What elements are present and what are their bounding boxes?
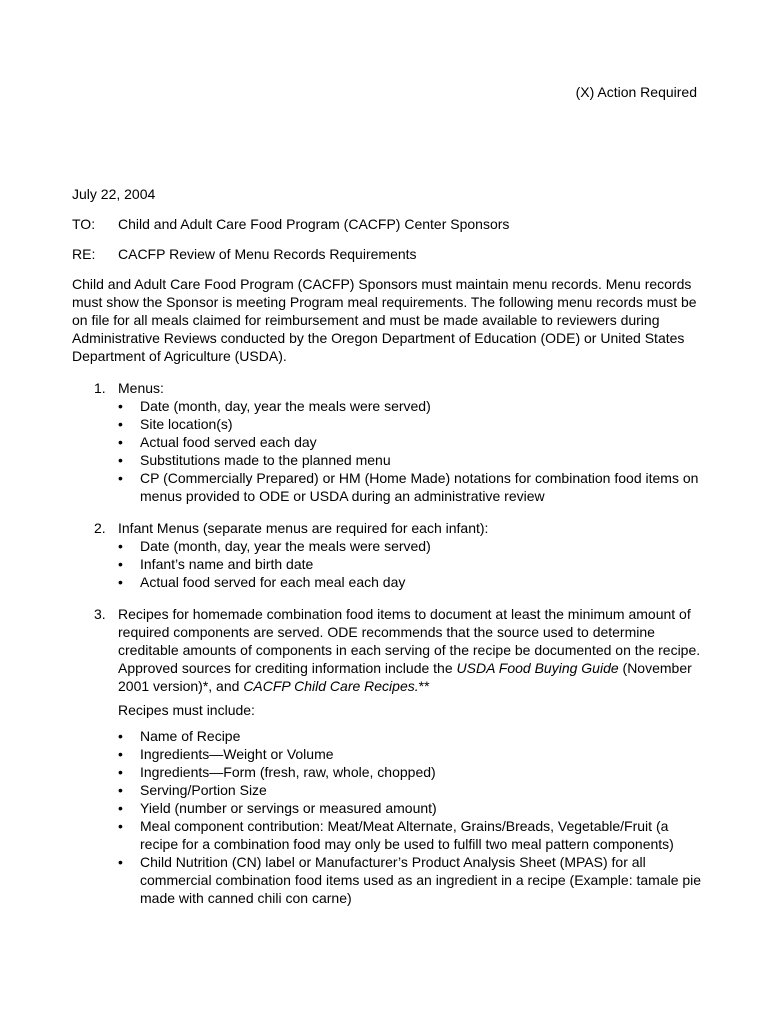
requirements-list	[72, 379, 702, 907]
memo-re-value: CACFP Review of Menu Records Requirements	[118, 246, 417, 262]
list-item: • CP (Commercially Prepared) or HM (Home Made) notations for combination food items on menus provided to ODE or USDA during an administrative review	[118, 470, 699, 504]
bullet-icon: •	[118, 800, 123, 816]
bullet-icon: •	[118, 398, 123, 414]
bullet-icon: •	[118, 434, 123, 450]
list-item: • Date (month, day, year the meals were served)	[118, 398, 431, 414]
memo-to-row	[72, 215, 702, 233]
recipes-must-include-label: Recipes must include:	[118, 702, 255, 718]
bullet-icon: •	[118, 782, 123, 798]
bullet-icon: •	[118, 416, 123, 432]
section-infant-menus	[72, 519, 702, 591]
list-item: • Name of Recipe	[118, 728, 241, 744]
section-recipes	[72, 605, 702, 907]
action-required-label: (X) Action Required	[575, 84, 697, 100]
infant-menus-bullet-list	[118, 537, 702, 591]
recipes-bullet-list	[118, 727, 702, 907]
list-item: • Date (month, day, year the meals were served)	[118, 538, 431, 554]
memo-re-label: RE:	[72, 246, 96, 262]
list-item: • Serving/Portion Size	[118, 782, 267, 798]
intro-paragraph: Child and Adult Care Food Program (CACFP) Sponsors must maintain menu records. Menu records must show the Sponsor is meeting Program meal requirements. The following menu records must be on file for all meals claimed for reimbursement and must be made available to reviewers during Administrative Reviews conducted by the Oregon Department of Education (ODE) or United States Department of Agriculture (USDA).	[72, 276, 697, 364]
list-item: • Actual food served for each meal each day	[118, 574, 406, 590]
list-item: • Actual food served each day	[118, 434, 317, 450]
section-number: 1.	[94, 380, 106, 396]
section-number: 3.	[94, 606, 106, 622]
bullet-icon: •	[118, 538, 123, 554]
memo-to-value: Child and Adult Care Food Program (CACFP) Center Sponsors	[118, 216, 510, 232]
section-title: Infant Menus (separate menus are required for each infant):	[118, 520, 489, 536]
list-item: • Yield (number or servings or measured amount)	[118, 800, 437, 816]
memo-body	[72, 185, 702, 921]
list-item: • Ingredients—Weight or Volume	[118, 746, 334, 762]
bullet-icon: •	[118, 746, 123, 762]
memo-to-label: TO:	[72, 216, 96, 232]
bullet-icon: •	[118, 818, 123, 834]
list-item: • Infant’s name and birth date	[118, 556, 314, 572]
bullet-icon: •	[118, 452, 123, 468]
list-item: • Meal component contribution: Meat/Meat Alternate, Grains/Breads, Vegetable/Fruit (a recipe for a combination food may only be used to fulfill two meal pattern components)	[118, 818, 674, 852]
memo-re-row	[72, 245, 702, 263]
list-item: • Site location(s)	[118, 416, 233, 432]
bullet-icon: •	[118, 764, 123, 780]
section-title: Menus:	[118, 380, 164, 396]
section-menus	[72, 379, 702, 505]
section-number: 2.	[94, 520, 106, 536]
list-item: • Ingredients—Form (fresh, raw, whole, chopped)	[118, 764, 436, 780]
bullet-icon: •	[118, 574, 123, 590]
bullet-icon: •	[118, 470, 123, 486]
bullet-icon: •	[118, 854, 123, 870]
list-item: • Substitutions made to the planned menu	[118, 452, 391, 468]
list-item: • Child Nutrition (CN) label or Manufacturer’s Product Analysis Sheet (MPAS) for all commercial combination food items used as an ingredient in a recipe (Example: tamale pie made with canned chili con carne)	[118, 854, 702, 906]
memo-date: July 22, 2004	[72, 186, 156, 202]
bullet-icon: •	[118, 556, 123, 572]
bullet-icon: •	[118, 728, 123, 744]
menus-bullet-list	[118, 397, 702, 505]
recipes-paragraph: Recipes for homemade combination food items to document at least the minimum amount of required components are served. ODE recommends that the source used to determine creditable amounts of components in each serving of the recipe be documented on the recipe. Approved sources for crediting information include the USDA Food Buying Guide (November 2001 version)*, and CACFP Child Care Recipes.**	[118, 606, 701, 694]
